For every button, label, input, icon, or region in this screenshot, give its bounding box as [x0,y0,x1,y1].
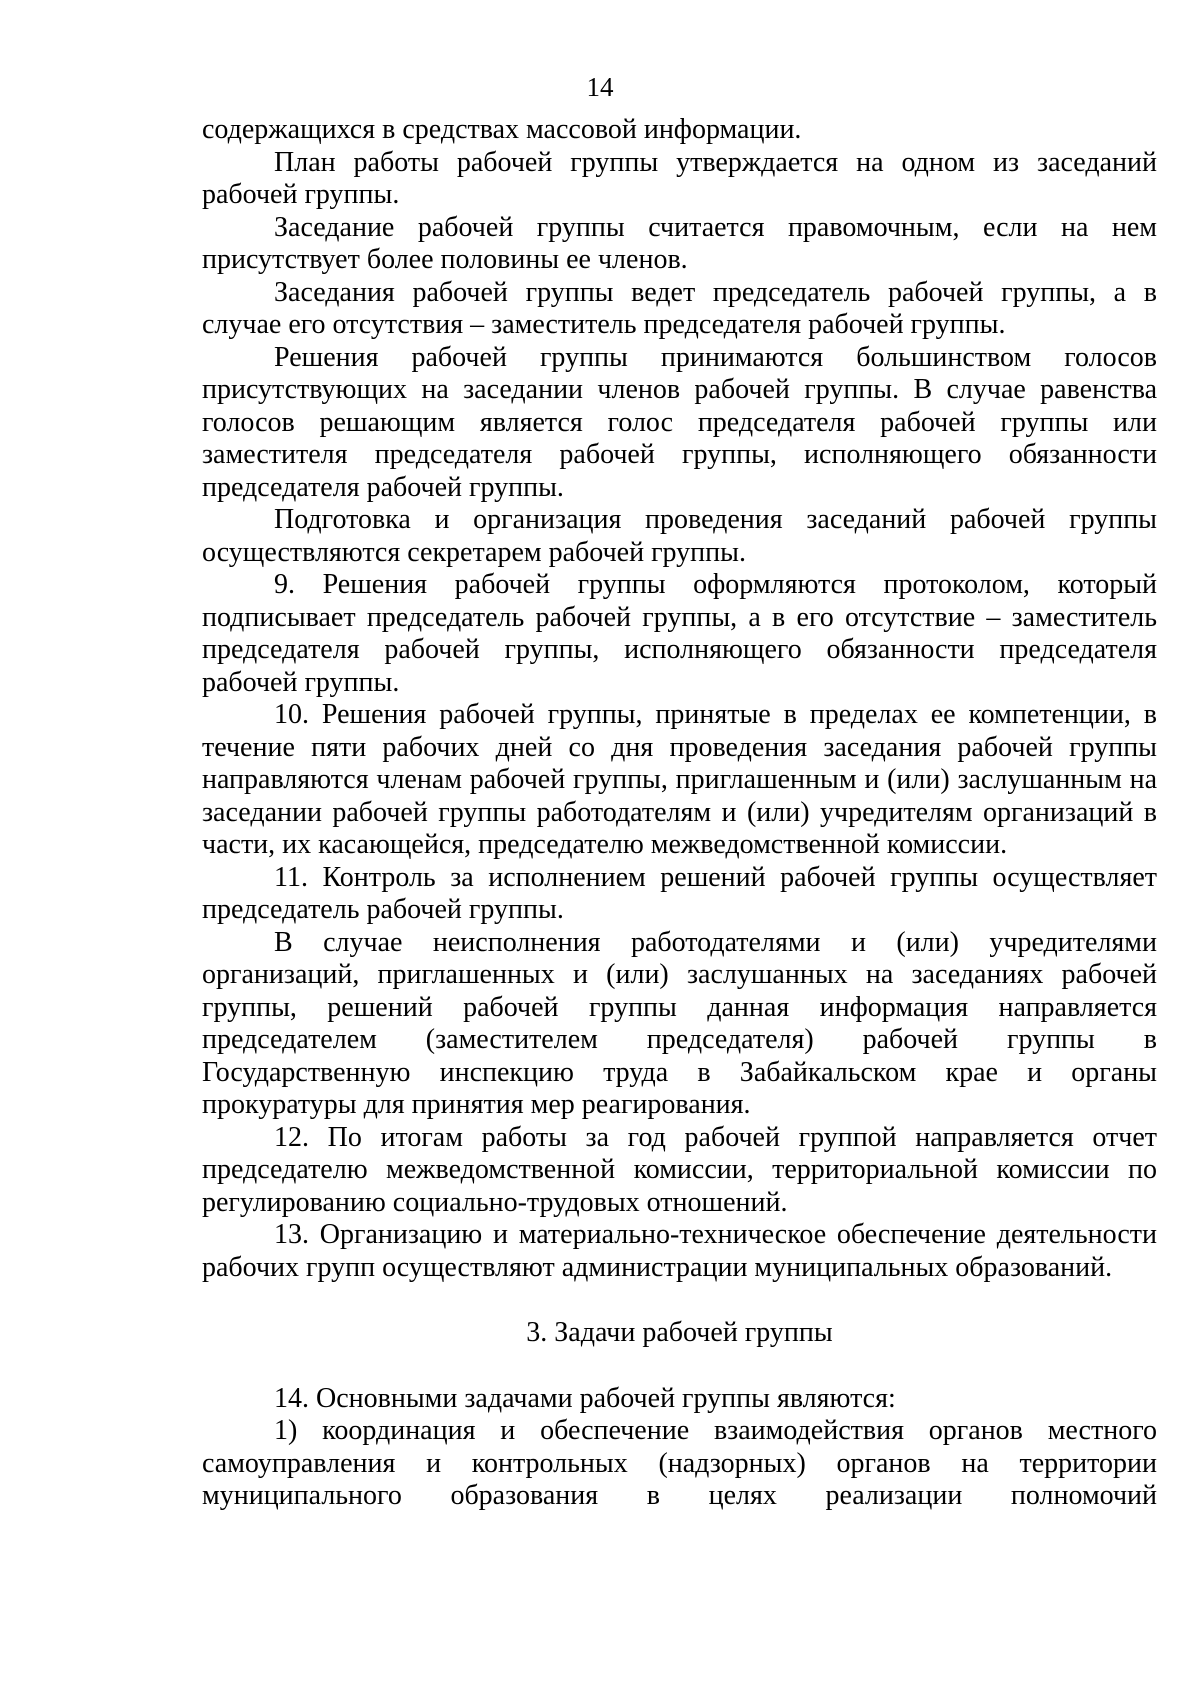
paragraph-item-9: 9. Решения рабочей группы оформляются протоколом, который подписывает председатель рабочей группы, а в его отсутствие – заместитель председателя рабочей группы, исполняющего обязанности председателя рабочей группы. [202,569,1157,698]
paragraph-continuation: содержащихся в средствах массовой информации. [202,114,802,145]
paragraph-voting: Решения рабочей группы принимаются большинством голосов присутствующих на заседании членов рабочей группы. В случае равенства голосов решающим является голос председателя рабочей группы или заместителя председателя рабочей группы, исполняющего обязанности председателя рабочей группы. [202,341,1157,503]
paragraph-item-10: 10. Решения рабочей группы, принятые в пределах ее компетенции, в течение пяти рабочих дней со дня проведения заседания рабочей группы направляются членам рабочей группы, приглашенным и (или) заслушанным на заседании рабочей группы работодателям и (или) учредителям организаций в части, их касающейся, председателю межведомственной комиссии. [202,699,1157,860]
paragraph-item-12: 12. По итогам работы за год рабочей группой направляется отчет председателю межведомственной комиссии, территориальной комиссии по регулированию социально-трудовых отношений. [202,1121,1157,1218]
paragraph-non-compliance: В случае неисполнения работодателями и (или) учредителями организаций, приглашенных и (или) заслушанных на заседаниях рабочей группы, решений рабочей группы данная информация направляется председателем (заместителем председателя) рабочей группы в Государственную инспекцию труда в Забайкальском крае и органы прокуратуры для принятия мер реагирования. [202,926,1157,1120]
paragraph-meeting-chair: Заседания рабочей группы ведет председатель рабочей группы, а в случае его отсутствия – заместитель председателя рабочей группы. [202,276,1157,340]
section-heading: 3. Задачи рабочей группы [526,1317,833,1348]
page-number: 14 [586,72,614,102]
paragraph-item-11: 11. Контроль за исполнением решений рабочей группы осуществляет председатель рабочей группы. [202,861,1157,925]
body-text [202,114,1157,1513]
paragraph-item-13: 13. Организацию и материально-техническое обеспечение деятельности рабочих групп осуществляют администрации муниципальных образований. [202,1219,1157,1283]
paragraph-work-plan: План работы рабочей группы утверждается на одном из заседаний рабочей группы. [202,146,1157,210]
paragraph-item-14: 14. Основными задачами рабочей группы являются: [274,1382,896,1414]
paragraph-task-1: 1) координация и обеспечение взаимодействия органов местного самоуправления и контрольных (надзорных) органов на территории муниципального образования в целях реализации полномочий [202,1415,1157,1511]
paragraph-secretary: Подготовка и организация проведения заседаний рабочей группы осуществляются секретарем рабочей группы. [202,504,1157,568]
paragraph-quorum: Заседание рабочей группы считается правомочным, если на нем присутствует более половины ее членов. [202,211,1157,275]
